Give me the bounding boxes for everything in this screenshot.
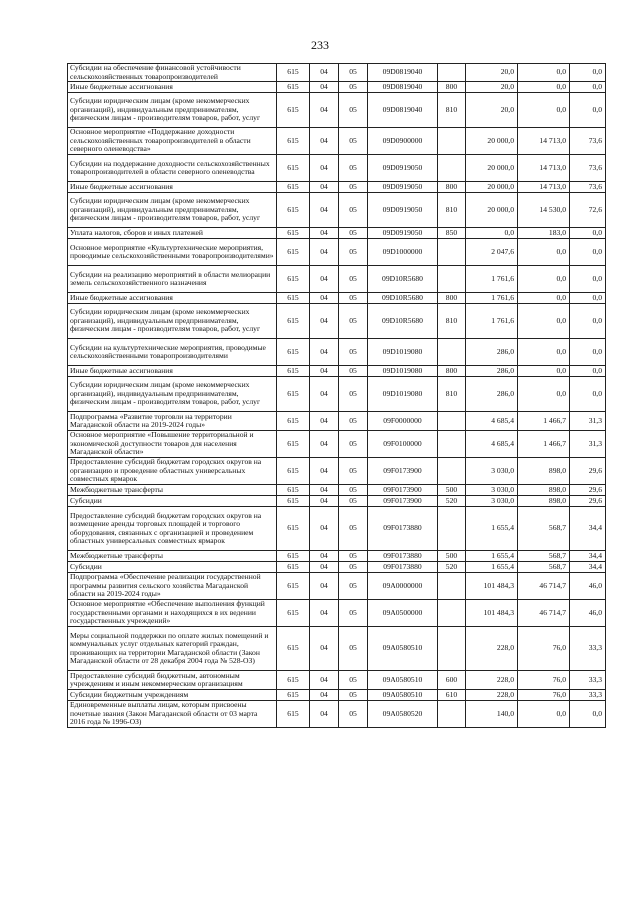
cell-vr: 800 bbox=[438, 366, 466, 377]
cell-csr: 09D0919050 bbox=[368, 193, 438, 228]
cell-v1: 228,0 bbox=[466, 671, 518, 690]
cell-name: Субсидии юридическим лицам (кроме некоммерческих организаций), индивидуальным предпринимателям, физическим лицам - производителям товаров, работ, услуг bbox=[68, 93, 277, 128]
cell-v3: 0,0 bbox=[570, 64, 606, 82]
cell-rz: 04 bbox=[310, 412, 339, 431]
cell-ved: 615 bbox=[277, 551, 310, 562]
cell-v2: 898,0 bbox=[518, 485, 570, 496]
cell-name: Субсидии bbox=[68, 562, 277, 573]
cell-vr bbox=[438, 266, 466, 293]
cell-v1: 20,0 bbox=[466, 64, 518, 82]
cell-name: Межбюджетные трансферты bbox=[68, 485, 277, 496]
cell-vr: 850 bbox=[438, 228, 466, 239]
cell-pr: 05 bbox=[339, 485, 368, 496]
cell-pr: 05 bbox=[339, 573, 368, 600]
cell-rz: 04 bbox=[310, 551, 339, 562]
cell-v3: 0,0 bbox=[570, 701, 606, 728]
cell-v1: 140,0 bbox=[466, 701, 518, 728]
cell-csr: 09A0580520 bbox=[368, 701, 438, 728]
table-row bbox=[68, 366, 606, 377]
cell-name: Иные бюджетные ассигнования bbox=[68, 293, 277, 304]
cell-name: Основное мероприятие «Поддержание доходности сельскохозяйственных товаропроизводителей в области северного оленеводства» bbox=[68, 128, 277, 155]
cell-rz: 04 bbox=[310, 600, 339, 627]
cell-vr: 600 bbox=[438, 671, 466, 690]
cell-v1: 1 655,4 bbox=[466, 507, 518, 551]
cell-v3: 0,0 bbox=[570, 366, 606, 377]
cell-ved: 615 bbox=[277, 128, 310, 155]
cell-pr: 05 bbox=[339, 64, 368, 82]
cell-name: Иные бюджетные ассигнования bbox=[68, 366, 277, 377]
cell-v1: 1 655,4 bbox=[466, 551, 518, 562]
cell-vr bbox=[438, 507, 466, 551]
table-row bbox=[68, 412, 606, 431]
cell-pr: 05 bbox=[339, 690, 368, 701]
cell-v3: 0,0 bbox=[570, 377, 606, 412]
cell-v2: 76,0 bbox=[518, 671, 570, 690]
cell-v3: 72,6 bbox=[570, 193, 606, 228]
cell-csr: 09D1019080 bbox=[368, 377, 438, 412]
cell-ved: 615 bbox=[277, 671, 310, 690]
cell-v3: 0,0 bbox=[570, 304, 606, 339]
cell-vr bbox=[438, 431, 466, 458]
cell-v2: 0,0 bbox=[518, 82, 570, 93]
cell-v3: 0,0 bbox=[570, 266, 606, 293]
cell-v2: 183,0 bbox=[518, 228, 570, 239]
cell-ved: 615 bbox=[277, 304, 310, 339]
cell-v3: 0,0 bbox=[570, 93, 606, 128]
cell-name: Предоставление субсидий бюджетным, автономным учреждениям и иным некоммерческим организациям bbox=[68, 671, 277, 690]
cell-pr: 05 bbox=[339, 562, 368, 573]
cell-rz: 04 bbox=[310, 64, 339, 82]
cell-name: Субсидии на обеспечение финансовой устойчивости сельскохозяйственных товаропроизводителей bbox=[68, 64, 277, 82]
cell-v3: 34,4 bbox=[570, 562, 606, 573]
cell-name: Основное мероприятие «Повышение территориальной и экономической доступности товаров для населения Магаданской области» bbox=[68, 431, 277, 458]
cell-vr bbox=[438, 600, 466, 627]
cell-csr: 09D0919050 bbox=[368, 155, 438, 182]
cell-v3: 29,6 bbox=[570, 458, 606, 485]
cell-v1: 3 030,0 bbox=[466, 485, 518, 496]
cell-ved: 615 bbox=[277, 339, 310, 366]
cell-csr: 09A0000000 bbox=[368, 573, 438, 600]
cell-name: Основное мероприятие «Обеспечение выполнения функций государственными органами и находящихся в их ведении государственных учреждений» bbox=[68, 600, 277, 627]
cell-pr: 05 bbox=[339, 266, 368, 293]
cell-vr: 500 bbox=[438, 485, 466, 496]
cell-name: Субсидии юридическим лицам (кроме некоммерческих организаций), индивидуальным предпринимателям, физическим лицам - производителям товаров, работ, услуг bbox=[68, 377, 277, 412]
table-row bbox=[68, 627, 606, 671]
cell-rz: 04 bbox=[310, 562, 339, 573]
cell-v2: 1 466,7 bbox=[518, 431, 570, 458]
cell-pr: 05 bbox=[339, 412, 368, 431]
cell-ved: 615 bbox=[277, 496, 310, 507]
cell-name: Уплата налогов, сборов и иных платежей bbox=[68, 228, 277, 239]
cell-v1: 286,0 bbox=[466, 366, 518, 377]
cell-ved: 615 bbox=[277, 228, 310, 239]
cell-name: Субсидии бюджетным учреждениям bbox=[68, 690, 277, 701]
cell-name: Субсидии на реализацию мероприятий в области мелиорации земель сельскохозяйственного назначения bbox=[68, 266, 277, 293]
cell-rz: 04 bbox=[310, 573, 339, 600]
cell-v2: 0,0 bbox=[518, 339, 570, 366]
cell-rz: 04 bbox=[310, 507, 339, 551]
cell-name: Субсидии на поддержание доходности сельскохозяйственных товаропроизводителей в области северного оленеводства bbox=[68, 155, 277, 182]
cell-v1: 20 000,0 bbox=[466, 155, 518, 182]
cell-rz: 04 bbox=[310, 339, 339, 366]
table-row bbox=[68, 701, 606, 728]
cell-v2: 0,0 bbox=[518, 366, 570, 377]
cell-vr: 610 bbox=[438, 690, 466, 701]
cell-v3: 46,0 bbox=[570, 600, 606, 627]
cell-v3: 34,4 bbox=[570, 507, 606, 551]
cell-v1: 286,0 bbox=[466, 377, 518, 412]
cell-v2: 0,0 bbox=[518, 304, 570, 339]
cell-pr: 05 bbox=[339, 496, 368, 507]
table-row bbox=[68, 266, 606, 293]
cell-pr: 05 bbox=[339, 701, 368, 728]
cell-v2: 0,0 bbox=[518, 701, 570, 728]
cell-vr bbox=[438, 64, 466, 82]
cell-v1: 4 685,4 bbox=[466, 431, 518, 458]
cell-vr bbox=[438, 239, 466, 266]
cell-vr: 520 bbox=[438, 496, 466, 507]
cell-v3: 34,4 bbox=[570, 551, 606, 562]
cell-v1: 228,0 bbox=[466, 627, 518, 671]
cell-v3: 31,3 bbox=[570, 412, 606, 431]
cell-csr: 09F0173880 bbox=[368, 562, 438, 573]
cell-name: Субсидии юридическим лицам (кроме некоммерческих организаций), индивидуальным предпринимателям, физическим лицам - производителям товаров, работ, услуг bbox=[68, 193, 277, 228]
cell-ved: 615 bbox=[277, 485, 310, 496]
cell-pr: 05 bbox=[339, 239, 368, 266]
cell-vr bbox=[438, 412, 466, 431]
table-row bbox=[68, 485, 606, 496]
cell-pr: 05 bbox=[339, 228, 368, 239]
cell-ved: 615 bbox=[277, 701, 310, 728]
table-row bbox=[68, 690, 606, 701]
cell-v3: 29,6 bbox=[570, 496, 606, 507]
cell-pr: 05 bbox=[339, 155, 368, 182]
cell-pr: 05 bbox=[339, 182, 368, 193]
cell-name: Основное мероприятие «Культуртехнические мероприятия, проводимые сельскохозяйственными товаропроизводителями» bbox=[68, 239, 277, 266]
table-row bbox=[68, 182, 606, 193]
cell-csr: 09D0819040 bbox=[368, 64, 438, 82]
cell-rz: 04 bbox=[310, 701, 339, 728]
cell-rz: 04 bbox=[310, 155, 339, 182]
cell-v2: 0,0 bbox=[518, 239, 570, 266]
cell-rz: 04 bbox=[310, 627, 339, 671]
cell-csr: 09D1019080 bbox=[368, 366, 438, 377]
cell-pr: 05 bbox=[339, 366, 368, 377]
cell-v3: 0,0 bbox=[570, 82, 606, 93]
cell-csr: 09D10R5680 bbox=[368, 293, 438, 304]
cell-v1: 1 655,4 bbox=[466, 562, 518, 573]
cell-v1: 0,0 bbox=[466, 228, 518, 239]
cell-vr: 520 bbox=[438, 562, 466, 573]
cell-v3: 33,3 bbox=[570, 627, 606, 671]
cell-pr: 05 bbox=[339, 551, 368, 562]
cell-pr: 05 bbox=[339, 193, 368, 228]
cell-rz: 04 bbox=[310, 304, 339, 339]
cell-vr: 800 bbox=[438, 293, 466, 304]
cell-v2: 14 713,0 bbox=[518, 182, 570, 193]
cell-pr: 05 bbox=[339, 93, 368, 128]
cell-v1: 4 685,4 bbox=[466, 412, 518, 431]
cell-name: Меры социальной поддержки по оплате жилых помещений и коммунальных услуг отдельных категорий граждан, проживающих на территории Магаданской области (Закон Магаданской области от 28 декабря 2004 года № 528-ОЗ) bbox=[68, 627, 277, 671]
cell-v1: 286,0 bbox=[466, 339, 518, 366]
cell-pr: 05 bbox=[339, 507, 368, 551]
cell-v1: 3 030,0 bbox=[466, 458, 518, 485]
cell-rz: 04 bbox=[310, 431, 339, 458]
cell-v2: 0,0 bbox=[518, 266, 570, 293]
cell-csr: 09A0580510 bbox=[368, 627, 438, 671]
table-row bbox=[68, 573, 606, 600]
table-row bbox=[68, 293, 606, 304]
cell-rz: 04 bbox=[310, 458, 339, 485]
cell-vr bbox=[438, 128, 466, 155]
cell-vr: 810 bbox=[438, 304, 466, 339]
table-row bbox=[68, 377, 606, 412]
cell-ved: 615 bbox=[277, 193, 310, 228]
cell-vr bbox=[438, 627, 466, 671]
cell-csr: 09D0819040 bbox=[368, 82, 438, 93]
cell-rz: 04 bbox=[310, 366, 339, 377]
cell-vr bbox=[438, 458, 466, 485]
cell-pr: 05 bbox=[339, 128, 368, 155]
cell-v2: 0,0 bbox=[518, 293, 570, 304]
cell-v3: 73,6 bbox=[570, 182, 606, 193]
table-row bbox=[68, 562, 606, 573]
cell-rz: 04 bbox=[310, 293, 339, 304]
cell-vr bbox=[438, 573, 466, 600]
cell-vr: 810 bbox=[438, 93, 466, 128]
cell-csr: 09D0919050 bbox=[368, 228, 438, 239]
cell-pr: 05 bbox=[339, 671, 368, 690]
cell-v2: 46 714,7 bbox=[518, 600, 570, 627]
cell-v2: 14 713,0 bbox=[518, 128, 570, 155]
cell-ved: 615 bbox=[277, 458, 310, 485]
cell-csr: 09D0919050 bbox=[368, 182, 438, 193]
cell-csr: 09D1019080 bbox=[368, 339, 438, 366]
cell-v3: 0,0 bbox=[570, 239, 606, 266]
cell-rz: 04 bbox=[310, 93, 339, 128]
cell-name: Субсидии юридическим лицам (кроме некоммерческих организаций), индивидуальным предпринимателям, физическим лицам - производителям товаров, работ, услуг bbox=[68, 304, 277, 339]
cell-ved: 615 bbox=[277, 64, 310, 82]
cell-vr: 800 bbox=[438, 182, 466, 193]
table-row bbox=[68, 155, 606, 182]
table-row bbox=[68, 239, 606, 266]
cell-ved: 615 bbox=[277, 690, 310, 701]
cell-v2: 568,7 bbox=[518, 562, 570, 573]
cell-v1: 1 761,6 bbox=[466, 293, 518, 304]
cell-v2: 0,0 bbox=[518, 64, 570, 82]
table-row bbox=[68, 431, 606, 458]
cell-csr: 09D0819040 bbox=[368, 93, 438, 128]
cell-v1: 20,0 bbox=[466, 93, 518, 128]
cell-vr: 800 bbox=[438, 82, 466, 93]
cell-v2: 568,7 bbox=[518, 551, 570, 562]
cell-v2: 0,0 bbox=[518, 377, 570, 412]
cell-v2: 898,0 bbox=[518, 496, 570, 507]
cell-pr: 05 bbox=[339, 627, 368, 671]
cell-rz: 04 bbox=[310, 496, 339, 507]
cell-ved: 615 bbox=[277, 507, 310, 551]
cell-v2: 568,7 bbox=[518, 507, 570, 551]
cell-ved: 615 bbox=[277, 627, 310, 671]
cell-v1: 2 047,6 bbox=[466, 239, 518, 266]
cell-v3: 73,6 bbox=[570, 155, 606, 182]
cell-v1: 20 000,0 bbox=[466, 182, 518, 193]
cell-pr: 05 bbox=[339, 458, 368, 485]
cell-v2: 76,0 bbox=[518, 690, 570, 701]
cell-name: Субсидии bbox=[68, 496, 277, 507]
cell-v2: 898,0 bbox=[518, 458, 570, 485]
cell-csr: 09F0173900 bbox=[368, 458, 438, 485]
cell-v3: 46,0 bbox=[570, 573, 606, 600]
cell-csr: 09A0500000 bbox=[368, 600, 438, 627]
cell-ved: 615 bbox=[277, 600, 310, 627]
cell-v2: 0,0 bbox=[518, 93, 570, 128]
cell-rz: 04 bbox=[310, 485, 339, 496]
cell-ved: 615 bbox=[277, 266, 310, 293]
cell-csr: 09D0900000 bbox=[368, 128, 438, 155]
cell-v1: 101 484,3 bbox=[466, 573, 518, 600]
cell-pr: 05 bbox=[339, 600, 368, 627]
cell-ved: 615 bbox=[277, 377, 310, 412]
cell-csr: 09D10R5680 bbox=[368, 266, 438, 293]
cell-name: Предоставление субсидий бюджетам городских округов на возмещение аренды торговых площадей и торгового оборудования, связанных с организацией и проведением областных универсальных совместных ярмарок bbox=[68, 507, 277, 551]
cell-name: Подпрограмма «Развитие торговли на территории Магаданской области на 2019-2024 годы» bbox=[68, 412, 277, 431]
cell-vr: 810 bbox=[438, 193, 466, 228]
cell-csr: 09D10R5680 bbox=[368, 304, 438, 339]
cell-v1: 1 761,6 bbox=[466, 304, 518, 339]
cell-v2: 14 713,0 bbox=[518, 155, 570, 182]
table-row bbox=[68, 496, 606, 507]
cell-rz: 04 bbox=[310, 128, 339, 155]
cell-rz: 04 bbox=[310, 377, 339, 412]
cell-v1: 3 030,0 bbox=[466, 496, 518, 507]
cell-v3: 73,6 bbox=[570, 128, 606, 155]
cell-csr: 09F0173880 bbox=[368, 507, 438, 551]
cell-csr: 09F0173880 bbox=[368, 551, 438, 562]
cell-pr: 05 bbox=[339, 304, 368, 339]
cell-name: Предоставление субсидий бюджетам городских округов на организацию и проведение областных универсальных совместных ярмарок bbox=[68, 458, 277, 485]
cell-csr: 09F0173900 bbox=[368, 496, 438, 507]
table-row bbox=[68, 228, 606, 239]
table-row bbox=[68, 82, 606, 93]
cell-v3: 29,6 bbox=[570, 485, 606, 496]
table-row bbox=[68, 339, 606, 366]
cell-rz: 04 bbox=[310, 690, 339, 701]
cell-v2: 46 714,7 bbox=[518, 573, 570, 600]
cell-csr: 09F0100000 bbox=[368, 431, 438, 458]
cell-v2: 14 530,0 bbox=[518, 193, 570, 228]
cell-csr: 09A0580510 bbox=[368, 671, 438, 690]
cell-v2: 1 466,7 bbox=[518, 412, 570, 431]
cell-pr: 05 bbox=[339, 82, 368, 93]
table-row bbox=[68, 128, 606, 155]
table-row bbox=[68, 671, 606, 690]
cell-rz: 04 bbox=[310, 228, 339, 239]
cell-ved: 615 bbox=[277, 412, 310, 431]
table-row bbox=[68, 64, 606, 82]
cell-name: Подпрограмма «Обеспечение реализации государственной программы развития сельского хозяйства Магаданской области на 2019-2024 годы» bbox=[68, 573, 277, 600]
cell-ved: 615 bbox=[277, 293, 310, 304]
cell-pr: 05 bbox=[339, 293, 368, 304]
cell-v3: 0,0 bbox=[570, 228, 606, 239]
table-row bbox=[68, 193, 606, 228]
table-row bbox=[68, 458, 606, 485]
cell-name: Межбюджетные трансферты bbox=[68, 551, 277, 562]
cell-v3: 33,3 bbox=[570, 671, 606, 690]
cell-rz: 04 bbox=[310, 182, 339, 193]
cell-v2: 76,0 bbox=[518, 627, 570, 671]
cell-rz: 04 bbox=[310, 239, 339, 266]
cell-rz: 04 bbox=[310, 671, 339, 690]
cell-rz: 04 bbox=[310, 193, 339, 228]
cell-v1: 1 761,6 bbox=[466, 266, 518, 293]
cell-csr: 09F0000000 bbox=[368, 412, 438, 431]
cell-v3: 33,3 bbox=[570, 690, 606, 701]
cell-ved: 615 bbox=[277, 431, 310, 458]
cell-csr: 09F0173900 bbox=[368, 485, 438, 496]
cell-v3: 31,3 bbox=[570, 431, 606, 458]
cell-v1: 101 484,3 bbox=[466, 600, 518, 627]
cell-name: Единовременные выплаты лицам, которым присвоены почетные звания (Закон Магаданской области от 03 марта 2016 года № 1996-ОЗ) bbox=[68, 701, 277, 728]
cell-v1: 20 000,0 bbox=[466, 128, 518, 155]
cell-v3: 0,0 bbox=[570, 339, 606, 366]
cell-pr: 05 bbox=[339, 377, 368, 412]
cell-ved: 615 bbox=[277, 182, 310, 193]
cell-vr bbox=[438, 155, 466, 182]
cell-v3: 0,0 bbox=[570, 293, 606, 304]
cell-csr: 09D1000000 bbox=[368, 239, 438, 266]
cell-v1: 228,0 bbox=[466, 690, 518, 701]
cell-ved: 615 bbox=[277, 562, 310, 573]
cell-v1: 20 000,0 bbox=[466, 193, 518, 228]
cell-vr: 810 bbox=[438, 377, 466, 412]
cell-pr: 05 bbox=[339, 339, 368, 366]
cell-ved: 615 bbox=[277, 93, 310, 128]
budget-table bbox=[67, 63, 606, 728]
cell-ved: 615 bbox=[277, 366, 310, 377]
cell-name: Субсидии на культуртехнические мероприятия, проводимые сельскохозяйственными товаропроизводителями bbox=[68, 339, 277, 366]
cell-v1: 20,0 bbox=[466, 82, 518, 93]
table-body bbox=[68, 64, 606, 728]
cell-ved: 615 bbox=[277, 573, 310, 600]
cell-ved: 615 bbox=[277, 239, 310, 266]
table-row bbox=[68, 551, 606, 562]
cell-rz: 04 bbox=[310, 82, 339, 93]
table-row bbox=[68, 600, 606, 627]
cell-vr bbox=[438, 701, 466, 728]
cell-ved: 615 bbox=[277, 155, 310, 182]
table-row bbox=[68, 507, 606, 551]
cell-ved: 615 bbox=[277, 82, 310, 93]
cell-vr: 500 bbox=[438, 551, 466, 562]
cell-name: Иные бюджетные ассигнования bbox=[68, 182, 277, 193]
cell-pr: 05 bbox=[339, 431, 368, 458]
cell-csr: 09A0580510 bbox=[368, 690, 438, 701]
cell-rz: 04 bbox=[310, 266, 339, 293]
table-row bbox=[68, 93, 606, 128]
table-row bbox=[68, 304, 606, 339]
cell-name: Иные бюджетные ассигнования bbox=[68, 82, 277, 93]
cell-vr bbox=[438, 339, 466, 366]
page-number: 233 bbox=[311, 38, 329, 52]
